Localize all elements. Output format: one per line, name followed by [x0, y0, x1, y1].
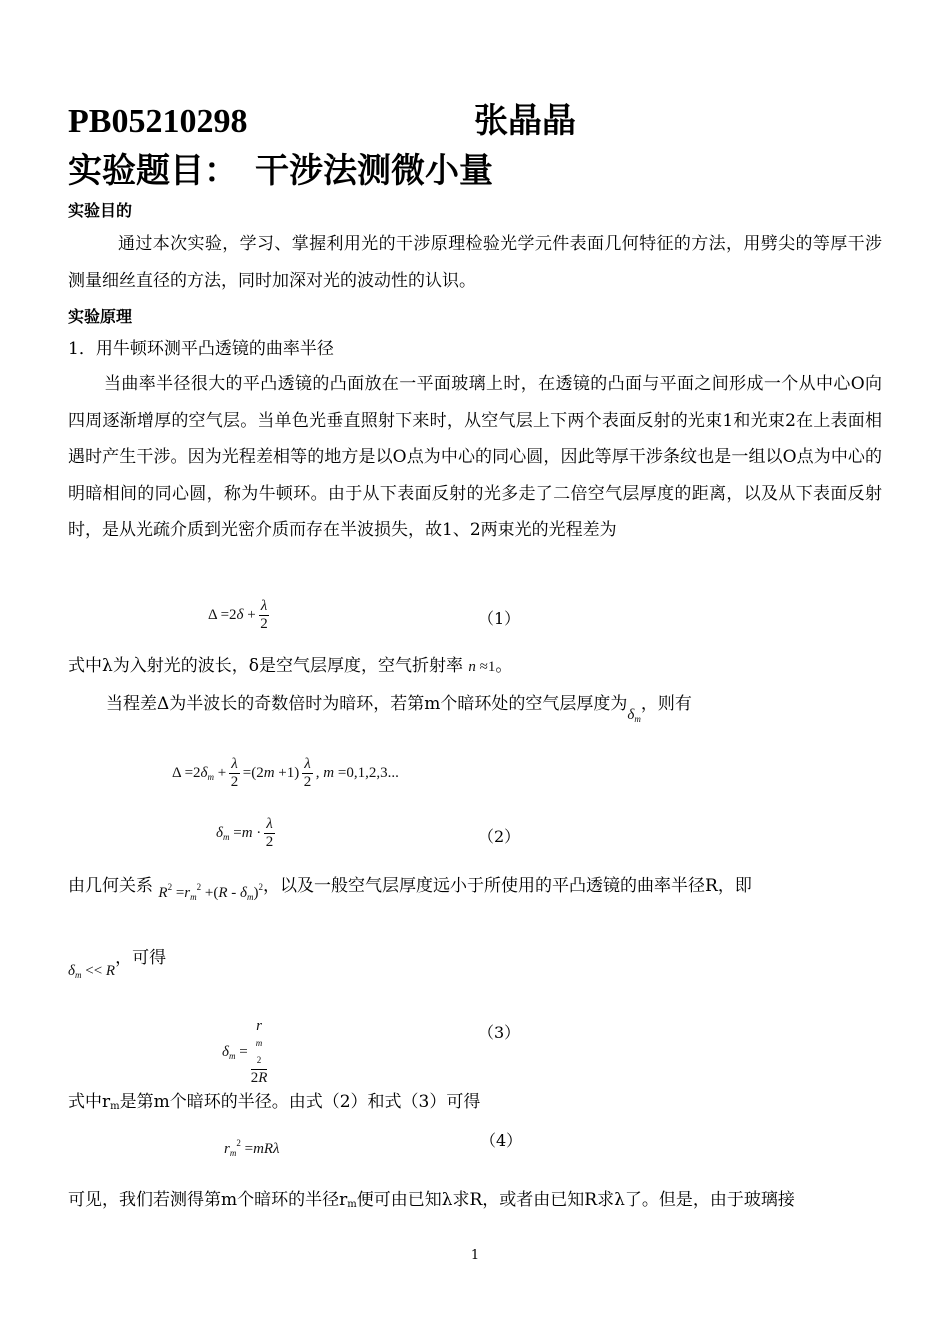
- item-heading-1: 1．用牛顿环测平凸透镜的曲率半径: [68, 339, 334, 359]
- equation-4: $r_m^2 =mR\lambda$: [224, 1138, 280, 1158]
- geometry-relation: 由几何关系 $R^2 =r_m^2 +(R - \delta_m)^2$，以及一般空气层厚度远小于所使用的平凸透镜的曲率半径R，即: [68, 876, 752, 902]
- equation-1-label: （1）: [478, 609, 521, 628]
- equation-3: $\delta_m$ = r m 2 2R: [222, 1018, 268, 1086]
- dark-ring-condition: 当程差Δ为半波长的奇数倍时为暗环，若第m个暗环处的空气层厚度为$\delta_m$，则有: [106, 694, 692, 724]
- principle-heading: 实验原理: [68, 307, 133, 326]
- equation-4-label: （4）: [480, 1131, 523, 1150]
- lambda-definition: 式中λ为入射光的波长，δ是空气层厚度，空气折射率 n ≈1。: [68, 656, 513, 676]
- equation-3-label: （3）: [478, 1023, 521, 1042]
- equation-2a: $\Delta =2\delta_m$ + $\frac{\lambda}{2}$ =(2m +1) $\frac{\lambda}{2}$ , m =0,1,2,3...: [172, 756, 399, 790]
- equation-2b: $\delta_m =m$ · $\frac{\lambda}{2}$: [216, 816, 274, 850]
- equation-2-label: （2）: [478, 827, 521, 846]
- paragraph-newton-rings: 当曲率半径很大的平凸透镜的凸面放在一平面玻璃上时，在透镜的凸面与平面之间形成一个从中心O向四周逐渐增厚的空气层。当单色光垂直照射下来时，从空气层上下两个表面反射的光束1和光束2在上表面相遇时产生干涉。因为光程差相等的地方是以O点为中心的同心圆，因此等厚干涉条纹也是一组以O点为中心的明暗相间的同心圆，称为牛顿环。由于从下表面反射的光多走了二倍空气层厚度的距离，以及从下表面反射时，是从光疏介质到光密介质而存在半波损失，故1、2两束光的光程差为: [68, 374, 882, 540]
- student-id: PB05210298: [68, 103, 248, 140]
- purpose-text: 通过本次实验，学习、掌握利用光的干涉原理检验光学元件表面几何特征的方法，用劈尖的等厚干涉测量细丝直径的方法，同时加深对光的波动性的认识。: [68, 234, 882, 291]
- purpose-heading: 实验目的: [68, 201, 133, 220]
- equation-1: Δ =2δ + $\frac{\lambda}{2}$: [208, 598, 268, 632]
- student-name: 张晶晶: [474, 103, 576, 140]
- page-title: 实验题目： 干涉法测微小量: [68, 153, 493, 190]
- page-number: 1: [470, 1248, 480, 1263]
- approximation-line: $\delta_m << R$，可得: [68, 948, 167, 980]
- rm-definition: 式中rm是第m个暗环的半径。由式（2）和式（3）可得: [68, 1092, 481, 1112]
- conclusion-line: 可见，我们若测得第m个暗环的半径rm便可由已知λ求R，或者由已知R求λ了。但是，由于玻璃接: [68, 1190, 795, 1210]
